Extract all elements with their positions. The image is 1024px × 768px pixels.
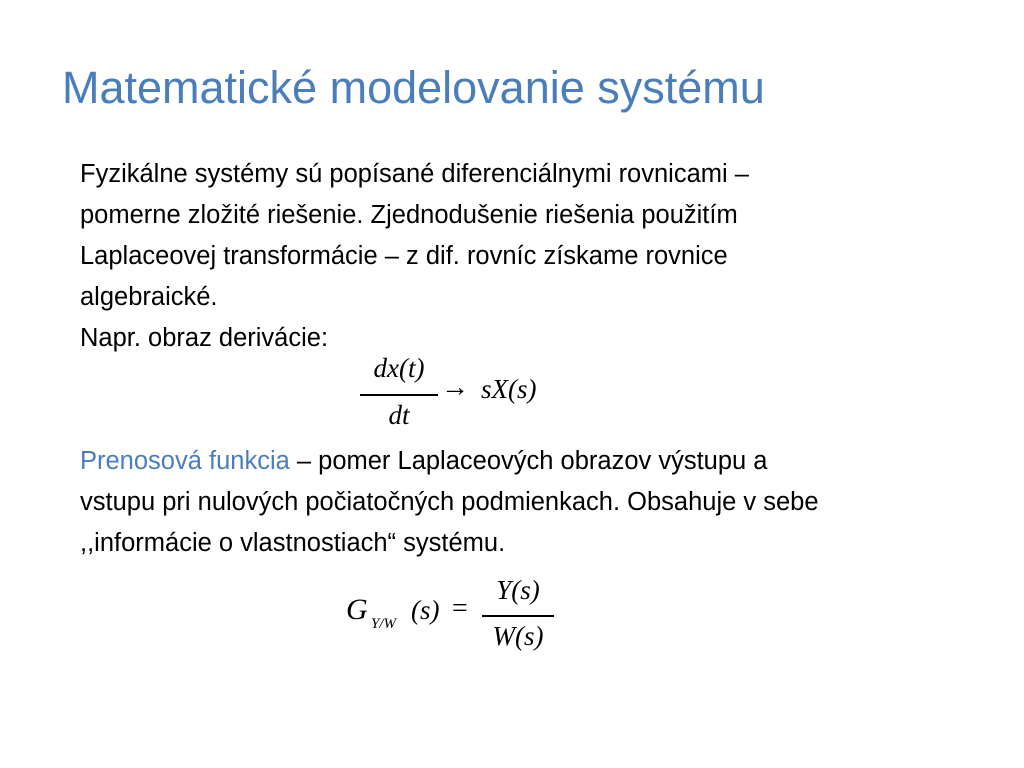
transfer-function-term: Prenosová funkcia [80,447,290,475]
transfer-function-argument: (s) [411,595,440,625]
intro-line-2: pomerne zložité riešenie. Zjednodušenie riešenia použitím [80,201,738,229]
transfer-line-1-rest: – pomer Laplaceových obrazov výstupu a [289,447,768,475]
derivative-denominator: dt [388,400,410,430]
transfer-line-2: vstupu pri nulových počiatočných podmienkach. Obsahuje v sebe [80,488,819,516]
equals-sign: = [452,593,468,624]
transfer-line-1 [80,441,1000,482]
arrow-symbol: → [441,372,469,403]
example-line: Napr. obraz derivácie: [80,324,329,352]
transfer-line-3: ,,informácie o vlastnostiach“ systému. [80,529,506,557]
transfer-denominator: W(s) [492,621,544,651]
intro-line-4: algebraické. [80,283,218,311]
transfer-fraction-bar [482,615,554,617]
intro-paragraph [80,154,1000,359]
transfer-function-symbol: G [346,593,368,626]
derivative-result: sX(s) [481,374,537,404]
derivative-fraction-bar [360,394,438,396]
slide-title: Matematické modelovanie systému [62,62,765,113]
transfer-function-subscript: Y/W [371,616,397,632]
derivative-numerator: dx(t) [373,353,425,383]
transfer-function-paragraph [80,441,1000,564]
intro-line-3: Laplaceovej transformácie – z dif. rovníc získame rovnice [80,242,728,270]
intro-line-1: Fyzikálne systémy sú popísané diferenciálnymi rovnicami – [80,160,749,188]
transfer-numerator: Y(s) [496,575,540,605]
